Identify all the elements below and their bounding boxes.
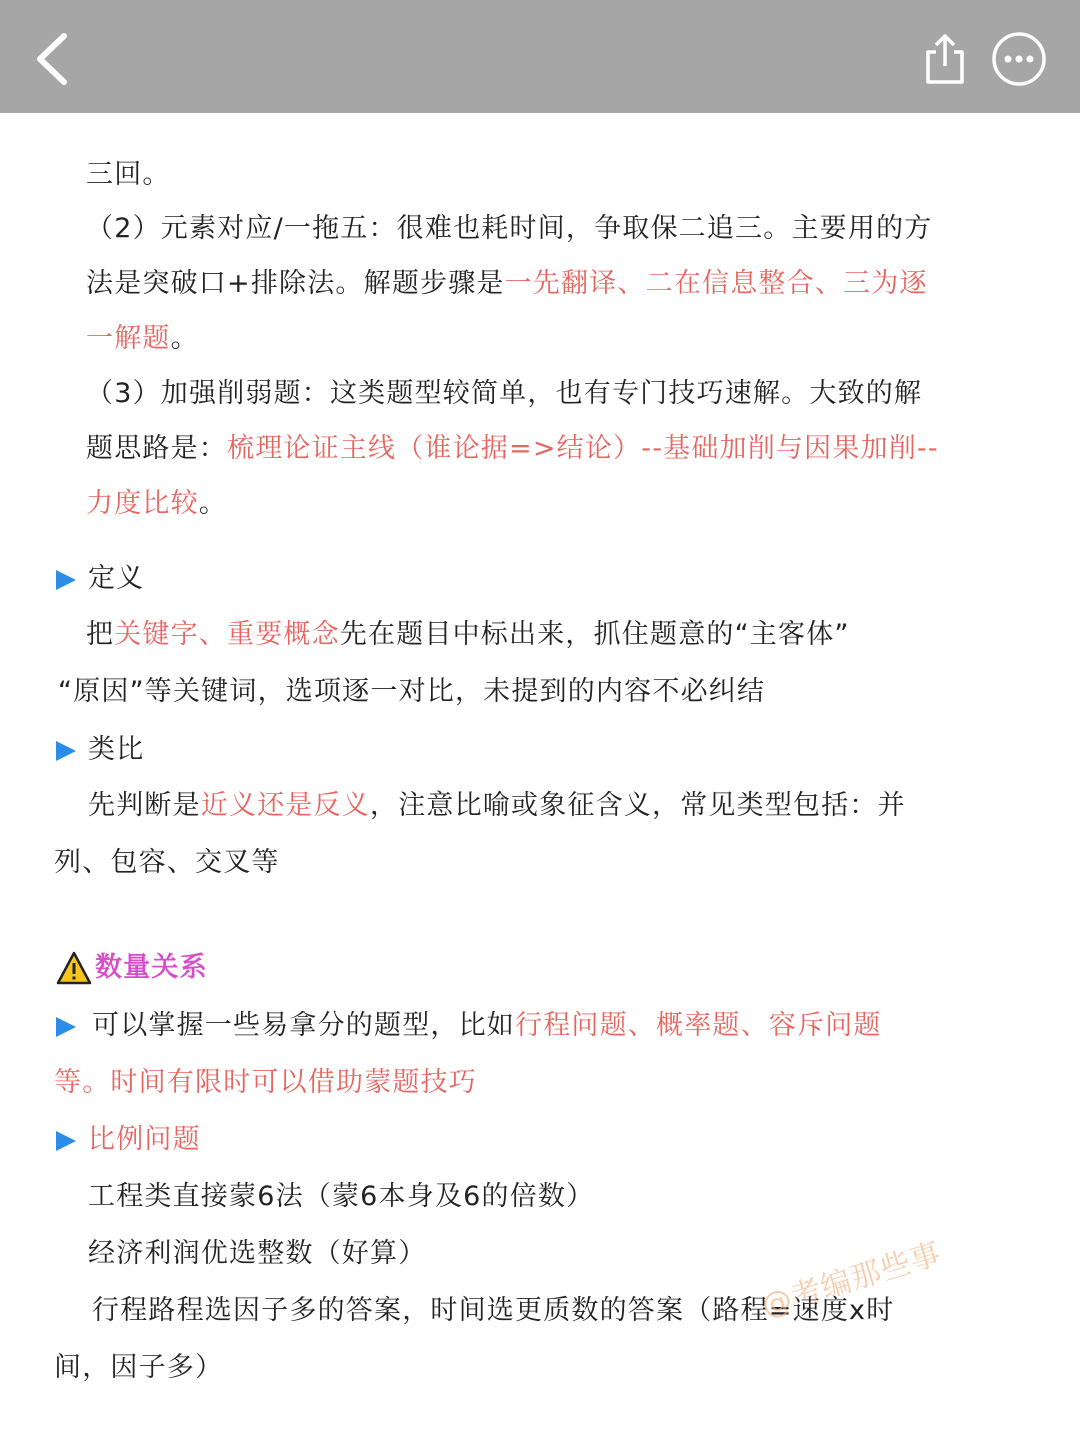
text-line <box>54 1348 223 1388</box>
bullet-triangle-icon <box>56 1131 76 1151</box>
text-span: 可以掌握一些易拿分的题型，比如 <box>92 1010 515 1041</box>
highlight-text: 行程问题、概率题、容斥问题 <box>515 1010 882 1041</box>
text-span: 先在题目中标出来，抓住题意的“主客体” <box>339 619 850 650</box>
highlight-text: 等。 <box>54 1067 111 1098</box>
heading-text: 比例问题 <box>88 1124 201 1155</box>
text-line <box>86 155 171 195</box>
text-line <box>88 786 906 826</box>
text-line <box>86 484 227 524</box>
text-span: 经济利润优选整数（好算） <box>88 1238 427 1269</box>
text-span: （2）元素对应/一拖五：很难也耗时间，争取保二追三。主要用的方 <box>86 213 933 244</box>
text-span: 题思路是： <box>86 433 227 464</box>
text-line <box>86 319 199 359</box>
text-span: 法是突破口+排除法。解题步骤是 <box>86 268 505 299</box>
text-line <box>88 1234 426 1274</box>
share-icon <box>918 30 972 88</box>
share-button[interactable] <box>918 30 972 88</box>
section-heading <box>88 1120 201 1160</box>
text-line <box>58 672 765 712</box>
text-line <box>86 264 928 304</box>
highlight-text: 力度比较 <box>86 488 199 519</box>
bullet-triangle-icon <box>56 741 76 761</box>
section-title-text: 数量关系 <box>95 952 208 983</box>
text-line <box>88 1177 594 1217</box>
back-button[interactable] <box>28 28 78 90</box>
text-span: 工程类直接蒙6法（蒙6本身及6的倍数） <box>88 1181 595 1212</box>
highlight-text: 时间有限时可以借助蒙题技巧 <box>110 1067 478 1098</box>
more-horizontal-icon <box>990 30 1048 88</box>
chevron-left-icon <box>28 28 78 90</box>
warning-icon <box>56 951 92 985</box>
text-span: （3）加强削弱题：这类题型较简单，也有专门技巧速解。大致的解 <box>86 378 923 409</box>
bullet-triangle-icon <box>56 1017 76 1037</box>
text-line <box>86 209 932 249</box>
text-span: 三回。 <box>86 159 171 190</box>
section-heading <box>88 559 144 599</box>
highlight-text: 近义还是反义 <box>200 790 371 821</box>
text-line <box>86 615 850 655</box>
text-span: 行程路程选因子多的答案，时间选更质数的答案（路程=速度x时 <box>92 1295 895 1326</box>
highlight-text: 一解题 <box>86 323 171 354</box>
bullet-triangle-icon <box>56 570 76 590</box>
text-span: 先判断是 <box>88 790 201 821</box>
section-heading <box>88 730 144 770</box>
more-options-button[interactable] <box>990 30 1048 88</box>
heading-text: 类比 <box>88 734 145 765</box>
article-content <box>0 113 1080 1443</box>
text-line <box>92 1006 882 1046</box>
highlight-text: 一先翻译、二在信息整合、三为逐 <box>504 268 928 299</box>
text-span: 间，因子多） <box>54 1352 224 1383</box>
top-nav-bar <box>0 0 1080 113</box>
text-span: “原因”等关键词，选项逐一对比，未提到的内容不必纠结 <box>58 676 766 707</box>
text-line <box>54 843 280 883</box>
highlight-text: 梳理论证主线（谁论据=>结论）--基础加削与因果加削-- <box>227 433 939 464</box>
text-line <box>86 374 922 414</box>
text-line <box>86 429 939 469</box>
heading-text: 定义 <box>88 563 145 594</box>
text-span: 把 <box>86 619 115 650</box>
watermark: @考编那些事 <box>757 1236 946 1325</box>
text-span: 列、包容、交叉等 <box>54 847 280 878</box>
text-span: 。 <box>198 488 228 519</box>
section-title <box>95 948 208 988</box>
highlight-text: 关键字、重要概念 <box>114 619 340 650</box>
text-span: 。 <box>170 323 199 354</box>
text-span: ，注意比喻或象征含义，常见类型包括：并 <box>370 790 906 821</box>
text-line <box>54 1063 477 1103</box>
